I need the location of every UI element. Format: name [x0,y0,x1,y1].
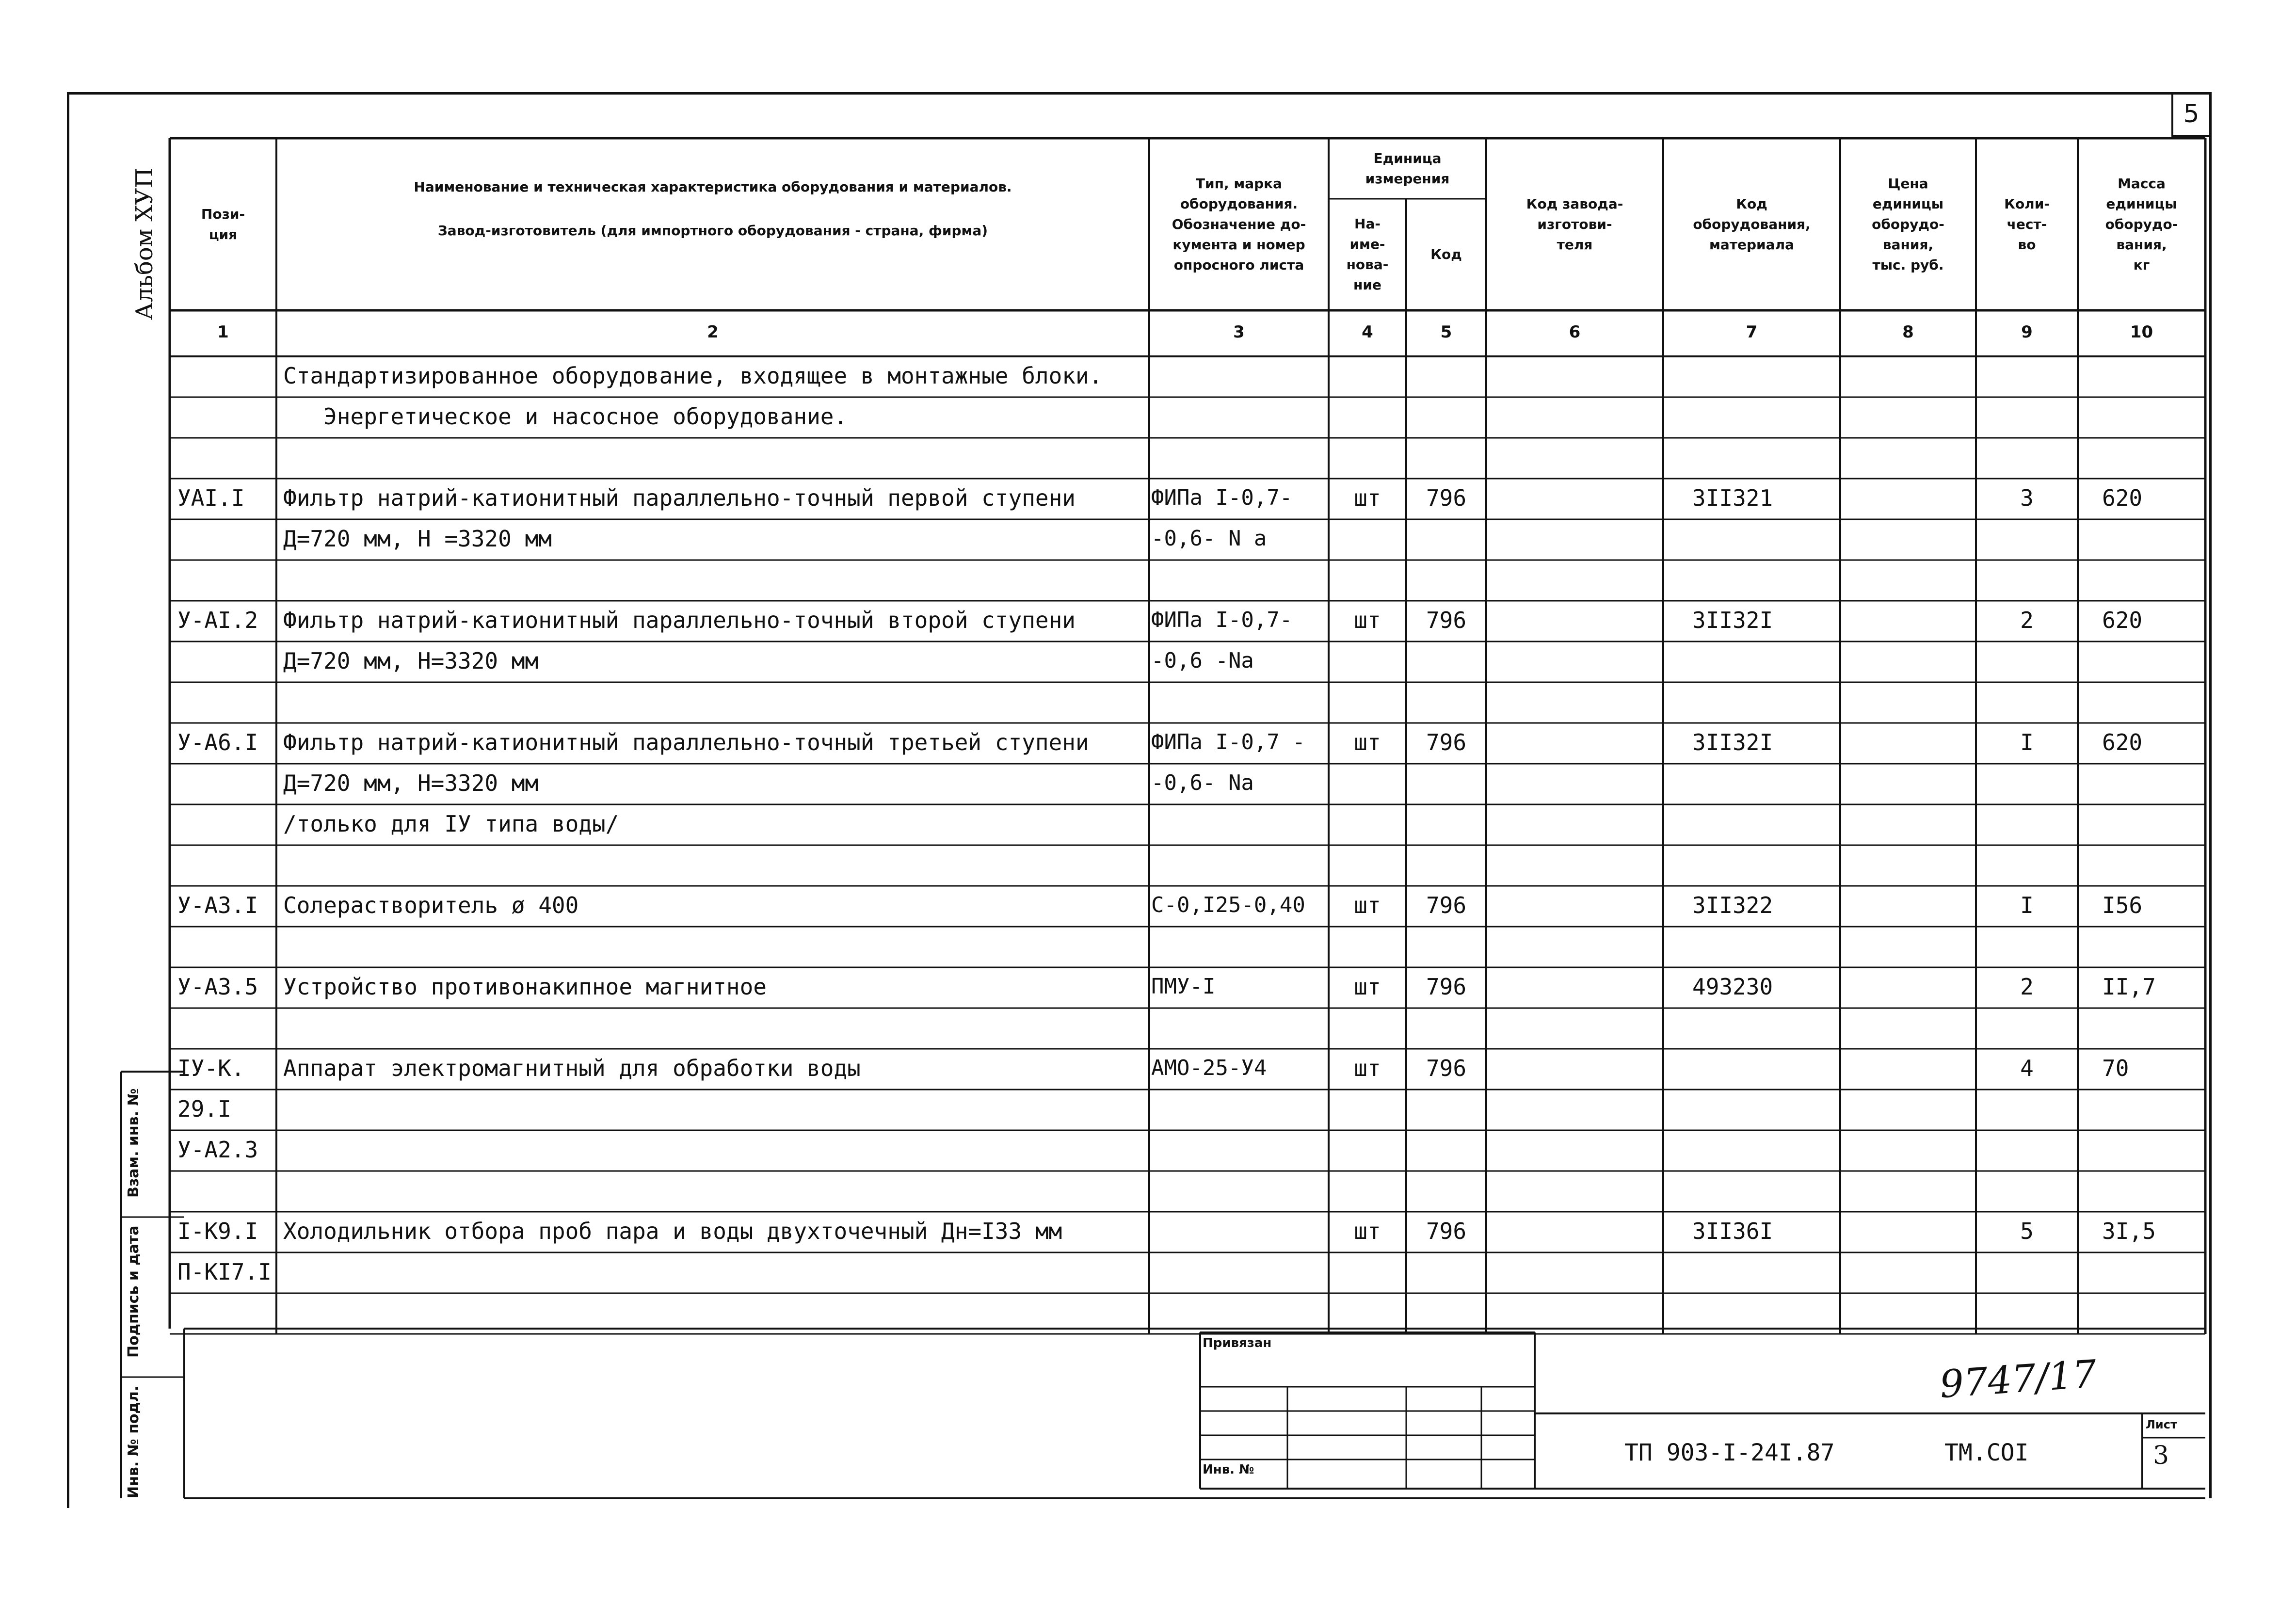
row-mass: 3I,5 [2102,1218,2156,1244]
row-position: У-А3.I [177,892,258,918]
row-type: ФИПа I-0,7 - [1151,730,1305,754]
row-mass: 620 [2102,729,2143,755]
album-label: Альбом ХУП [131,167,158,320]
row-position: IУ-К. [177,1055,245,1081]
row-unit: шт [1354,892,1381,918]
row-name: Д=720 мм, Н=3320 мм [283,770,539,796]
row-position: У-А6.I [177,729,258,755]
row-unit-code: 796 [1426,1055,1467,1081]
header-price: Цена единицы оборудо- вания, тыс. руб. [1872,175,1944,273]
row-equipment-code: 3II322 [1692,892,1773,918]
row-unit: шт [1354,607,1381,633]
stamp-inv-podl: Инв. № подл. [125,1385,142,1498]
row-name: Холодильник отбора проб пара и воды двухточечный Дн=I33 мм [283,1218,1062,1244]
row-equipment-code: 3II321 [1692,485,1773,511]
row-type: -0,6- Nа [1151,770,1254,795]
header-mass: Масса единицы оборудо- вания, кг [2105,175,2178,273]
row-type: ФИПа I-0,7- [1151,608,1293,632]
header-unit: Единица измерения [1365,150,1450,187]
row-position: УАI.I [177,485,245,511]
row-equipment-code: 3II32I [1692,607,1773,633]
row-position: I-К9.I [177,1218,258,1244]
row-unit-code: 796 [1426,485,1467,511]
header-equipment-code: Код оборудования, материала [1693,195,1811,253]
row-name: Энергетическое и насосное оборудование. [283,403,848,430]
row-mass: 70 [2102,1055,2129,1081]
row-quantity: I [2020,729,2034,755]
row-mass: 620 [2102,485,2143,511]
row-quantity: 2 [2020,607,2034,633]
stamp-vzam-inv: Взам. инв. № [125,1088,142,1198]
row-unit-code: 796 [1426,1218,1467,1244]
row-position: У-АI.2 [177,607,258,633]
header-plant-code: Код завода- изготови- теля [1526,195,1623,253]
header-unit-code: Код [1430,246,1462,262]
row-type: -0,6 -Nа [1151,648,1254,673]
row-unit: шт [1354,974,1381,1000]
header-position: Пози- ция [201,206,245,242]
row-unit-code: 796 [1426,607,1467,633]
row-equipment-code: 493230 [1692,974,1773,1000]
row-unit-code: 796 [1426,974,1467,1000]
header-quantity: Коли- чест- во [2004,195,2050,253]
row-type: С-0,I25-0,40 [1151,893,1305,917]
header-type: Тип, марка оборудования. Обозначение до- кумента и номер опросного листа [1172,175,1306,273]
row-position: У-А3.5 [177,974,258,1000]
row-name: Стандартизированное оборудование, входящее в монтажные блоки. [283,363,1103,389]
row-name: Устройство противонакипное магнитное [283,974,767,1000]
row-unit: шт [1354,1055,1381,1081]
header-unit-name: На- име- нова- ние [1346,216,1389,293]
row-name: Д=720 мм, Н=3320 мм [283,648,539,674]
row-name: Фильтр натрий-катионитный параллельно-точный второй ступени [283,607,1076,633]
row-equipment-code: 3II32I [1692,729,1773,755]
page-number: 5 [2183,99,2200,128]
privyazan-label: Привязан [1203,1336,1272,1350]
row-type: ФИПа I-0,7- [1151,485,1293,510]
row-unit: шт [1354,1218,1381,1244]
row-mass: I56 [2102,892,2143,918]
row-quantity: 5 [2020,1218,2034,1244]
row-quantity: I [2020,892,2034,918]
row-name: Д=720 мм, Н =3320 мм [283,526,552,552]
row-quantity: 2 [2020,974,2034,1000]
row-name: /только для IУ типа воды/ [283,811,619,837]
row-position: П-КI7.I [177,1259,272,1285]
doc-code: ТП 903-I-24I.87 [1624,1439,1835,1466]
doc-mark: ТМ.СОI [1944,1439,2029,1466]
row-type: -0,6- N а [1151,526,1267,551]
row-position: 29.I [177,1096,231,1122]
row-unit: шт [1354,729,1381,755]
row-name: Аппарат электромагнитный для обработки воды [283,1055,861,1081]
handwritten-number: 9747/17 [1938,1352,2098,1407]
sheet-number: 3 [2153,1441,2169,1470]
inv-no-label: Инв. № [1203,1462,1254,1477]
row-name: Фильтр натрий-катионитный параллельно-точный первой ступени [283,485,1076,511]
row-unit-code: 796 [1426,892,1467,918]
header-name: Наименование и техническая характеристика оборудования и материалов. Завод-изготовитель (для импортного оборудования - страна, фирма) [414,179,1012,239]
row-unit: шт [1354,485,1381,511]
row-type: ПМУ-I [1151,974,1216,999]
row-name: Фильтр натрий-катионитный параллельно-точный третьей ступени [283,729,1089,755]
stamp-podpis-data: Подпись и дата [125,1225,142,1358]
row-equipment-code: 3II36I [1692,1218,1773,1244]
row-position: У-А2.3 [177,1137,258,1163]
row-type: АМО-25-У4 [1151,1056,1267,1080]
row-quantity: 3 [2020,485,2034,511]
row-mass: 620 [2102,607,2143,633]
row-unit-code: 796 [1426,729,1467,755]
row-quantity: 4 [2020,1055,2034,1081]
sheet-label: Лист [2146,1418,2177,1431]
row-mass: II,7 [2102,974,2156,1000]
row-name: Солерастворитель ø 400 [283,892,579,918]
